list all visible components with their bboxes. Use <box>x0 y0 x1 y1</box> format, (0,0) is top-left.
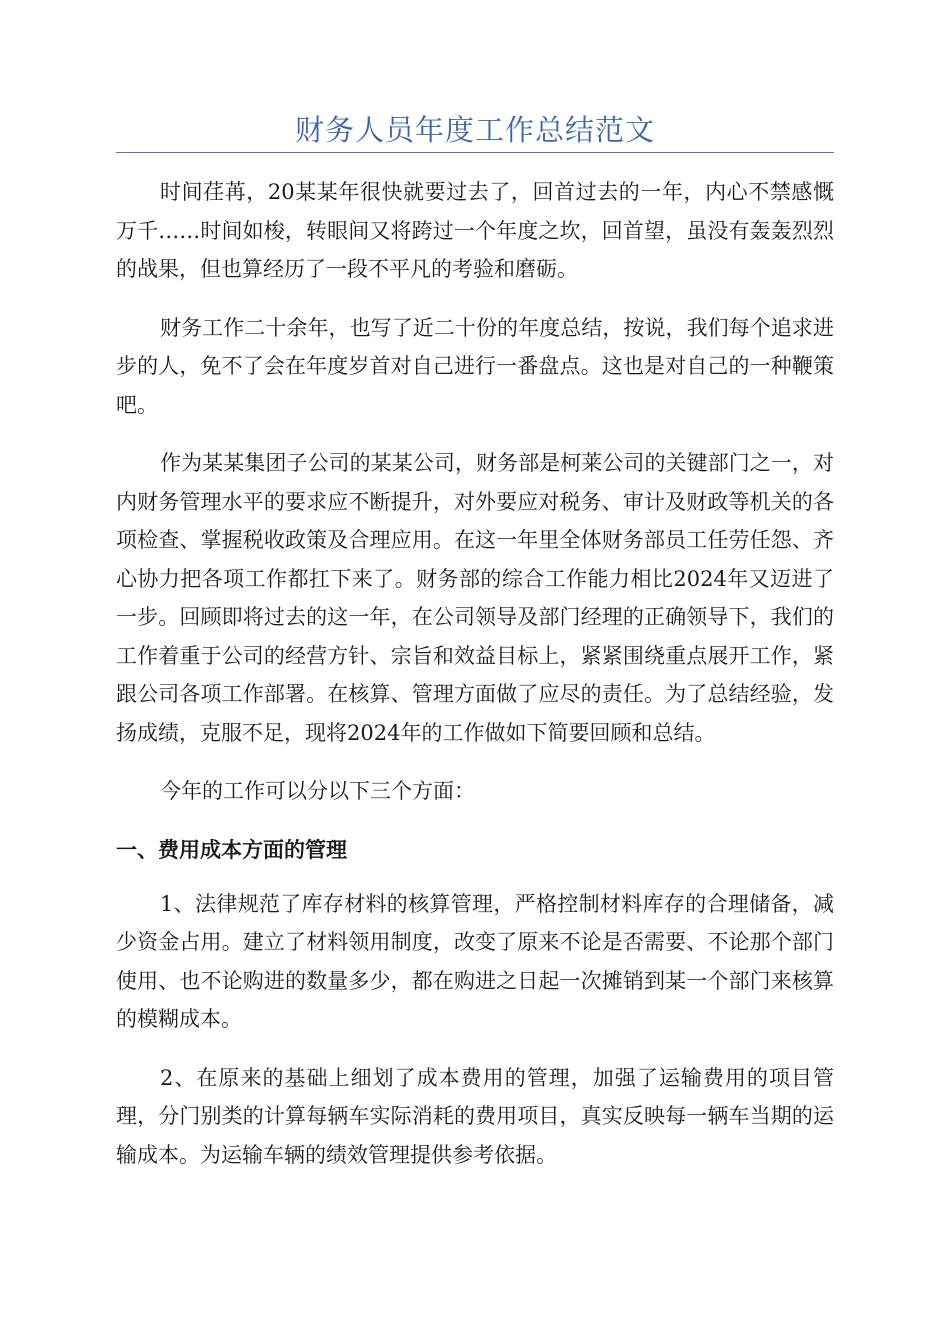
paragraph-company-overview: 作为某某集团子公司的某某公司，财务部是柯莱公司的关键部门之一，对内财务管理水平的要求应不断提升，对外要应对税务、审计及财政等机关的各项检查、掌握税收政策及合理应用。在这一年里全体财务部员工任劳任怨、齐心协力把各项工作都扛下来了。财务部的综合工作能力相比2024年又迈进了一步。回顾即将过去的这一年，在公司领导及部门经理的正确领导下，我们的工作着重于公司的经营方针、宗旨和效益目标上，紧紧围绕重点展开工作，紧跟公司各项工作部署。在核算、管理方面做了应尽的责任。为了总结经验，发扬成绩，克服不足，现将2024年的工作做如下简要回顾和总结。 <box>116 451 834 745</box>
document-title: 财务人员年度工作总结范文 <box>294 113 655 147</box>
section-heading-cost-management: 一、费用成本方面的管理 <box>116 837 347 862</box>
title-underline <box>116 152 834 153</box>
paragraph-transport-costs: 2、在原来的基础上细划了成本费用的管理，加强了运输费用的项目管理，分门别类的计算每辆车实际消耗的费用项目，真实反映每一辆车当期的运输成本。为运输车辆的绩效管理提供参考依据。 <box>116 1065 834 1167</box>
paragraph-three-aspects: 今年的工作可以分以下三个方面： <box>160 779 475 803</box>
paragraph-inventory-accounting: 1、法律规范了库存材料的核算管理，严格控制材料库存的合理储备，减少资金占用。建立了材料领用制度，改变了原来不论是否需要、不论那个部门使用、也不论购进的数量多少，都在购进之日起一次摊销到某一个部门来核算的模糊成本。 <box>116 891 834 1031</box>
document-page <box>116 108 834 1194</box>
paragraph-experience: 财务工作二十余年，也写了近二十份的年度总结，按说，我们每个追求进步的人，免不了会在年度岁首对自己进行一番盘点。这也是对自己的一种鞭策吧。 <box>116 315 834 417</box>
paragraph-intro: 时间荏苒，20某某年很快就要过去了，回首过去的一年，内心不禁感慨万千……时间如梭，转眼间又将跨过一个年度之坎，回首望，虽没有轰轰烈烈的战果，但也算经历了一段不平凡的考验和磨砺。 <box>116 180 834 281</box>
